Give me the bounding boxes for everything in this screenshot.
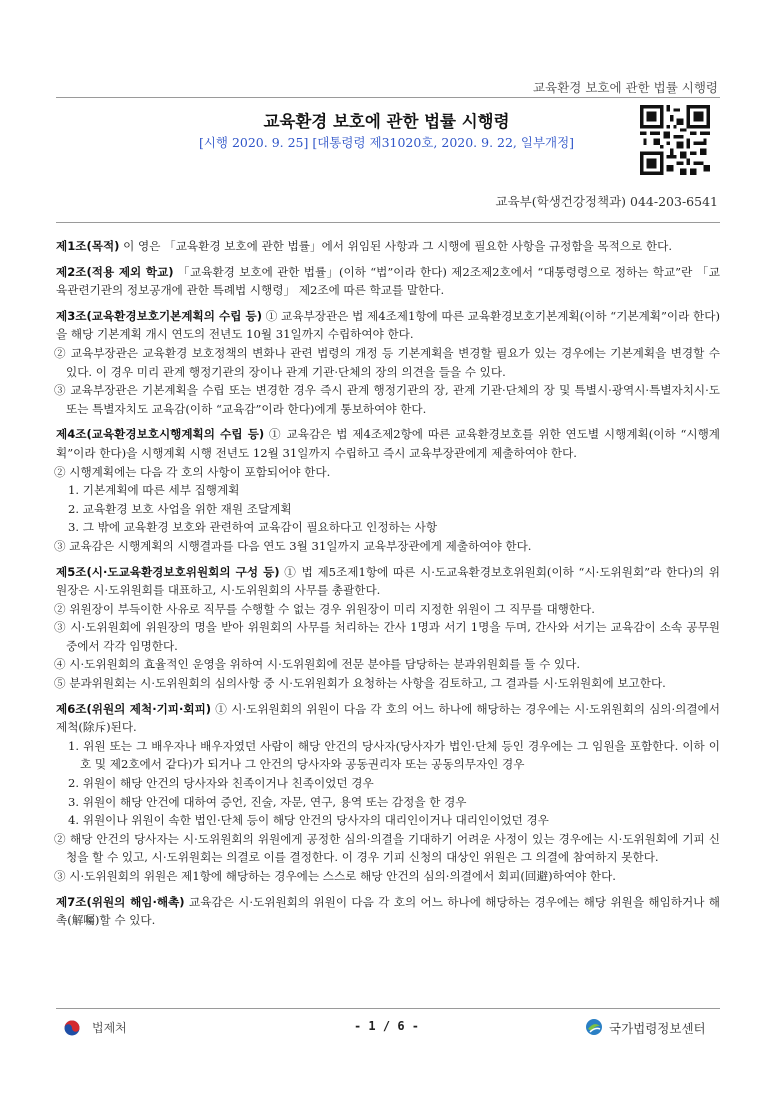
footer-right-text: 국가법령정보센터 (609, 1021, 706, 1036)
article (56, 563, 720, 693)
article-item: 1. 위원 또는 그 배우자나 배우자였던 사람이 해당 안건의 당사자(당사자가 법인·단체 등인 경우에는 그 임원을 포함한다. 이하 이 호 및 제2호에서 같다)가 되거나 그 안건의 당사자와 공동권리자 또는 공동의무자인 경우 (68, 738, 720, 772)
article-text: ① 법 제5조제1항에 따른 시·도교육환경보호위원회(이하 “시·도위원회”라 한다)의 위원장은 시·도위원회를 대표하고, 시·도위원회의 사무를 총괄한다. (56, 564, 720, 598)
article-item: 2. 위원이 해당 안건의 당사자와 친족이거나 친족이었던 경우 (68, 776, 374, 791)
article-first-paragraph (56, 893, 720, 930)
article-item: 3. 그 밖에 교육환경 보호와 관련하여 교육감이 필요하다고 인정하는 사항 (68, 520, 438, 535)
article-paragraph: ③ 교육감은 시행계획의 시행결과를 다음 연도 3월 31일까지 교육부장관에게 제출하여야 한다. (54, 538, 532, 553)
article-paragraph: ② 교육부장관은 교육환경 보호정책의 변화나 관련 법령의 개정 등 기본계획을 변경할 필요가 있는 경우에는 기본계획을 변경할 수 있다. 이 경우 미리 관계 행정기관의 장이나 관계 기관·단체의 장의 의견을 들을 수 있다. (54, 345, 720, 379)
article-first-paragraph (56, 237, 720, 256)
article-heading: 제3조(교육환경보호기본계획의 수립 등) (56, 308, 263, 323)
article-heading: 제5조(시·도교육환경보호위원회의 구성 등) (56, 564, 280, 579)
header-divider (56, 97, 720, 98)
article-paragraph: ② 해당 안건의 당사자는 시·도위원회의 위원에게 공정한 심의·의결을 기대하기 어려운 사정이 있는 경우에는 시·도위원회에 기피 신청을 할 수 있고, 시·도위원회는 의결로 이를 결정한다. 이 경우 기피 신청의 대상인 위원은 그 의결에 참여하지 못한다. (54, 831, 720, 865)
article-heading: 제7조(위원의 해임·해촉) (56, 894, 185, 909)
article-text: 이 영은 「교육환경 보호에 관한 법률」에서 위임된 사항과 그 시행에 필요한 사항을 규정함을 목적으로 한다. (119, 239, 673, 253)
article-paragraph: ② 시행계획에는 다음 각 호의 사항이 포함되어야 한다. (54, 464, 331, 479)
qr-code-icon (640, 105, 710, 175)
article-heading: 제4조(교육환경보호시행계획의 수립 등) (56, 427, 265, 442)
article-text: ① 교육부장관은 법 제4조제1항에 따른 교육환경보호기본계획(이하 “기본계획”이라 한다)을 해당 기본계획 개시 연도의 전년도 10월 31일까지 수립하여야 한다. (56, 308, 720, 342)
article-heading: 제1조(목적) (56, 239, 120, 253)
article-paragraph: ③ 교육부장관은 기본계획을 수립 또는 변경한 경우 즉시 관계 행정기관의 장, 관계 기관·단체의 장 및 특별시·광역시·특별자치시·도 또는 특별자치도 교육감(이하 “교육감”이라 한다)에게 통보하여야 한다. (54, 383, 720, 416)
article-first-paragraph (56, 563, 720, 600)
article (56, 700, 720, 886)
article-item: 4. 위원이나 위원이 속한 법인·단체 등이 해당 안건의 당사자의 대리인이거나 대리인이었던 경우 (68, 813, 549, 828)
article-item: 1. 기본계획에 따른 세부 집행계획 (68, 483, 240, 498)
article (56, 893, 720, 930)
article-paragraph: ② 위원장이 부득이한 사유로 직무를 수행할 수 없는 경우 위원장이 미리 지정한 위원이 그 직무를 대행한다. (54, 601, 595, 616)
article-paragraph: ③ 시·도위원회의 위원은 제1항에 해당하는 경우에는 스스로 해당 안건의 심의·의결에서 회피(回避)하여야 한다. (54, 869, 616, 883)
article (56, 237, 720, 256)
article-first-paragraph (56, 425, 720, 462)
article (56, 425, 720, 555)
article-item: 2. 교육환경 보호 사업을 위한 재원 조달계획 (68, 501, 292, 516)
article-paragraph: ⑤ 분과위원회는 시·도위원회의 심의사항 중 시·도위원회가 요청하는 사항을 검토하고, 그 결과를 시·도위원회에 보고한다. (54, 676, 666, 691)
article-text: 「교육환경 보호에 관한 법률」(이하 “법”이라 한다) 제2조제2호에서 “대통령령으로 정하는 학교”란 「교육관련기관의 정보공개에 관한 특례법 시행령」 제2조에 따른 학교를 말한다. (56, 264, 720, 298)
article-heading: 제2조(적용 제외 학교) (56, 264, 174, 279)
footer-left-text: 법제처 (92, 1021, 127, 1035)
article-text: ① 시·도위원회의 위원이 다음 각 호의 어느 하나에 해당하는 경우에는 시·도위원회의 심의·의결에서 제척(除斥)된다. (56, 701, 720, 735)
article-first-paragraph (56, 263, 720, 300)
title-divider (56, 222, 720, 223)
article-first-paragraph (56, 307, 720, 344)
article (56, 307, 720, 419)
ministry-contact: 교육부(학생건강정책과) 044-203-6541 (495, 194, 718, 209)
document-body (56, 237, 720, 937)
article-paragraph: ④ 시·도위원회의 효율적인 운영을 위하여 시·도위원회에 전문 분야를 담당하는 분과위원회를 둘 수 있다. (54, 657, 581, 672)
article-text: ① 교육감은 법 제4조제2항에 따른 교육환경보호를 위한 연도별 시행계획(이하 “시행계획”이라 한다)을 시행계획 시행 전년도 12월 31일까지 수립하고 즉시 교육부장관에게 제출하여야 한다. (56, 427, 720, 460)
footer-divider (56, 1008, 720, 1009)
document-title: 교육환경 보호에 관한 법률 시행령 (263, 112, 510, 131)
article-paragraph: ③ 시·도위원회에 위원장의 명을 받아 위원회의 사무를 처리하는 간사 1명과 서기 1명을 두며, 간사와 서기는 교육감이 소속 공무원 중에서 각각 임명한다. (54, 620, 720, 653)
page-number: - 1 / 6 - (353, 1019, 420, 1033)
article-text: 교육감은 시·도위원회의 위원이 다음 각 호의 어느 하나에 해당하는 경우에는 해당 위원을 해임하거나 해촉(解囑)할 수 있다. (56, 894, 721, 928)
article (56, 263, 720, 300)
article-first-paragraph (56, 700, 720, 737)
running-header-title: 교육환경 보호에 관한 법률 시행령 (533, 80, 718, 95)
article-item: 3. 위원이 해당 안건에 대하여 증언, 진술, 자문, 연구, 용역 또는 감정을 한 경우 (68, 794, 467, 809)
article-heading: 제6조(위원의 제척·기피·회피) (56, 701, 212, 716)
law-center-logo-icon (585, 1018, 603, 1036)
document-subtitle: [시행 2020. 9. 25] [대통령령 제31020호, 2020. 9. 22, 일부개정] (198, 135, 575, 150)
